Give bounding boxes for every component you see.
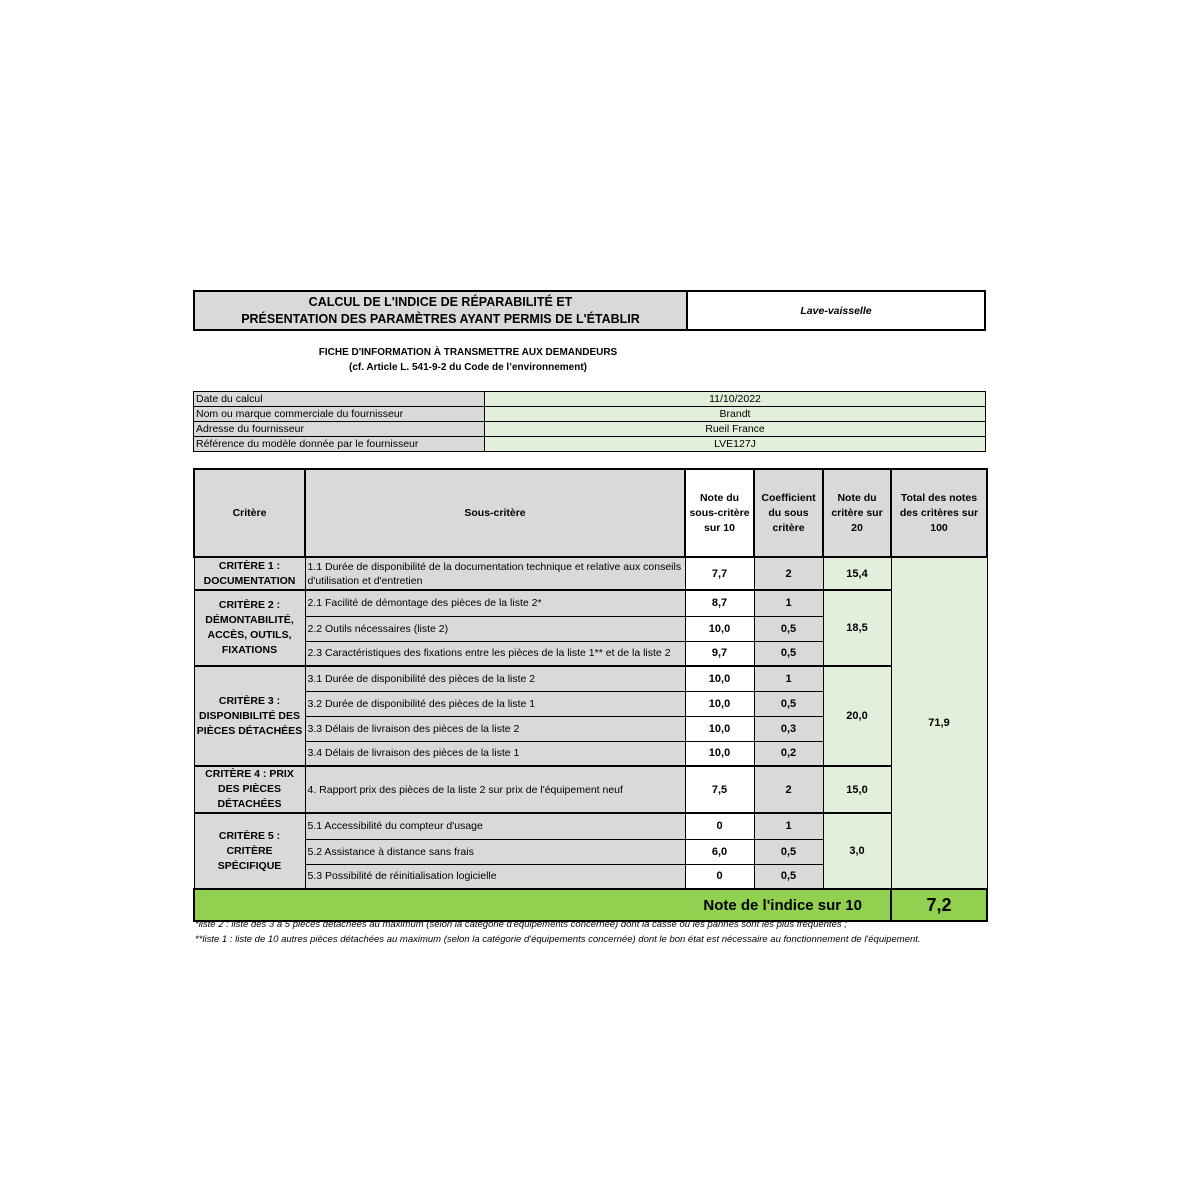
title-line-2: PRÉSENTATION DES PARAMÈTRES AYANT PERMIS DE L'ÉTABLIR [241,311,640,326]
subcriterion-coefficient: 0,5 [754,691,823,716]
subtitle-line-2: (cf. Article L. 541-9-2 du Code de l’environnement) [348,362,587,373]
table-header-row [194,469,987,557]
subcriterion-note: 7,7 [685,557,754,590]
subcriterion-label: 3.3 Délais de livraison des pièces de la liste 2 [305,716,685,741]
subcriterion-note: 10,0 [685,616,754,641]
repairability-table [193,468,988,922]
subcriterion-label: 3.2 Durée de disponibilité des pièces de la liste 1 [305,691,685,716]
subcriterion-label: 2.1 Facilité de démontage des pièces de la liste 2* [305,590,685,616]
final-score-label: Note de l'indice sur 10 [194,889,891,921]
subcriterion-coefficient: 0,5 [754,616,823,641]
subcriterion-label: 3.4 Délais de livraison des pièces de la liste 1 [305,741,685,766]
subcriterion-row [194,557,987,590]
subcriterion-label: 5.3 Possibilité de réinitialisation logicielle [305,864,685,889]
subcriterion-coefficient: 2 [754,557,823,590]
document-header [193,290,986,331]
title-line-1: CALCUL DE L'INDICE DE RÉPARABILITÉ ET [308,294,573,309]
subcriterion-label: 5.1 Accessibilité du compteur d'usage [305,813,685,839]
subcriterion-label: 5.2 Assistance à distance sans frais [305,839,685,864]
final-score-value: 7,2 [891,889,987,921]
subcriterion-coefficient: 1 [754,590,823,616]
total-score-100: 71,9 [891,557,987,889]
subcriterion-note: 0 [685,813,754,839]
criterion-name: CRITÈRE 3 : DISPONIBILITÉ DES PIÈCES DÉTACHÉES [194,666,305,766]
col-header-note-critere: Note du critère sur 20 [823,469,891,557]
subcriterion-note: 10,0 [685,741,754,766]
subcriterion-note: 6,0 [685,839,754,864]
subcriterion-coefficient: 0,5 [754,641,823,666]
supplier-info-table [193,391,986,452]
subcriterion-note: 9,7 [685,641,754,666]
info-value: LVE127J [485,437,986,452]
subcriterion-coefficient: 0,3 [754,716,823,741]
subcriterion-label: 3.1 Durée de disponibilité des pièces de la liste 2 [305,666,685,691]
subcriterion-coefficient: 1 [754,666,823,691]
info-value: Rueil France [485,422,986,437]
info-row [194,392,986,407]
subcriterion-row [194,813,987,839]
subcriterion-coefficient: 0,5 [754,864,823,889]
info-label: Nom ou marque commerciale du fournisseur [194,407,485,422]
subcriterion-coefficient: 0,2 [754,741,823,766]
subtitle-line-1: FICHE D'INFORMATION À TRANSMETTRE AUX DEMANDEURS [318,347,618,358]
subcriterion-note: 10,0 [685,716,754,741]
subcriterion-coefficient: 2 [754,766,823,813]
subcriterion-note: 7,5 [685,766,754,813]
criterion-score: 3,0 [823,813,891,889]
criterion-name: CRITÈRE 2 : DÉMONTABILITÉ, ACCÈS, OUTILS, FIXATIONS [194,590,305,666]
footnotes [195,917,965,947]
info-row [194,422,986,437]
criterion-name: CRITÈRE 1 : DOCUMENTATION [194,557,305,590]
info-value: Brandt [485,407,986,422]
info-row [194,407,986,422]
subcriterion-note: 10,0 [685,691,754,716]
col-header-critere: Critère [194,469,305,557]
criterion-score: 15,4 [823,557,891,590]
form-subtitle [193,345,743,375]
criterion-score: 15,0 [823,766,891,813]
subcriterion-row [194,766,987,813]
product-type: Lave-vaisselle [800,304,872,317]
subcriterion-label: 4. Rapport prix des pièces de la liste 2 sur prix de l'équipement neuf [305,766,685,813]
info-label: Date du calcul [194,392,485,407]
subcriterion-coefficient: 0,5 [754,839,823,864]
subcriterion-note: 10,0 [685,666,754,691]
col-header-note-sous-critere: Note du sous-critère sur 10 [685,469,754,557]
subcriterion-label: 2.3 Caractéristiques des fixations entre les pièces de la liste 1** et de la liste 2 [305,641,685,666]
subcriterion-label: 1.1 Durée de disponibilité de la documentation technique et relative aux conseils d'utilisation et d'entretien [305,557,685,590]
subcriterion-row [194,590,987,616]
footnote-liste-1: **liste 1 : liste de 10 autres pièces détachées au maximum (selon la catégorie d'équipements concernée) dont le bon état est nécessaire au fonctionnement de l'équipement. [195,934,921,945]
info-value: 11/10/2022 [485,392,986,407]
subcriterion-coefficient: 1 [754,813,823,839]
subcriterion-row [194,666,987,691]
subcriterion-label: 2.2 Outils nécessaires (liste 2) [305,616,685,641]
criterion-name: CRITÈRE 4 : PRIX DES PIÈCES DÉTACHÉES [194,766,305,813]
footnote-liste-2: *liste 2 : liste des 3 à 5 pièces détachées au maximum (selon la catégorie d'équipements concernée) dont la casse ou les pannes sont les plus fréquentes ; [195,919,847,930]
info-row [194,437,986,452]
col-header-sous-critere: Sous-critère [305,469,685,557]
criterion-score: 20,0 [823,666,891,766]
info-label: Adresse du fournisseur [194,422,485,437]
col-header-coefficient: Coefficient du sous critère [754,469,823,557]
criterion-score: 18,5 [823,590,891,666]
col-header-total: Total des notes des critères sur 100 [891,469,987,557]
subcriterion-note: 8,7 [685,590,754,616]
subcriterion-note: 0 [685,864,754,889]
document-title [195,292,688,329]
info-label: Référence du modèle donnée par le fournisseur [194,437,485,452]
criterion-name: CRITÈRE 5 : CRITÈRE SPÉCIFIQUE [194,813,305,889]
